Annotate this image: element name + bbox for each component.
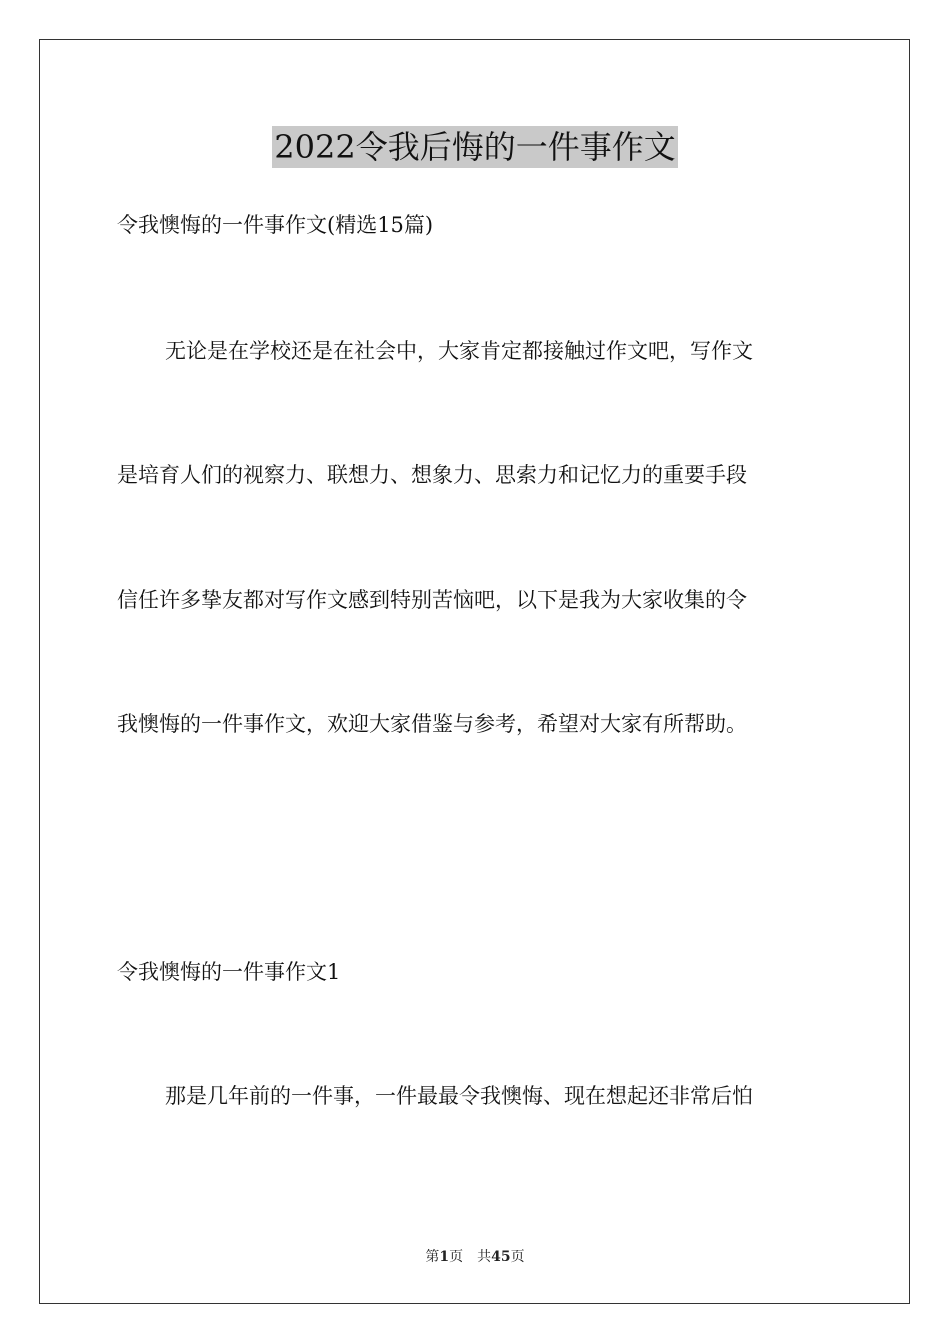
section-heading: 令我懊悔的一件事作文1 (117, 960, 341, 984)
section-line-1: 那是几年前的一件事，一件最最令我懊悔、现在想起还非常后怕 (165, 1084, 753, 1108)
page-footer (0, 1248, 950, 1266)
total-pages: 45 (491, 1249, 511, 1265)
intro-line-1: 无论是在学校还是在社会中，大家肯定都接触过作文吧，写作文 (165, 339, 753, 363)
title-container (0, 126, 950, 168)
intro-line-2: 是培育人们的视察力、联想力、想象力、思索力和记忆力的重要手段 (117, 463, 747, 487)
total-prefix: 共 (477, 1249, 492, 1265)
total-suffix: 页 (510, 1249, 525, 1265)
document-subtitle: 令我懊悔的一件事作文(精选15篇) (117, 213, 434, 237)
intro-line-3: 信任许多挚友都对写作文感到特别苦恼吧，以下是我为大家收集的令 (117, 588, 747, 612)
document-title: 2022令我后悔的一件事作文 (274, 128, 676, 166)
intro-line-4: 我懊悔的一件事作文，欢迎大家借鉴与参考，希望对大家有所帮助。 (117, 712, 747, 736)
page-suffix: 页 (449, 1249, 464, 1265)
page-prefix: 第 (425, 1249, 440, 1265)
page-number: 1 (439, 1249, 450, 1265)
